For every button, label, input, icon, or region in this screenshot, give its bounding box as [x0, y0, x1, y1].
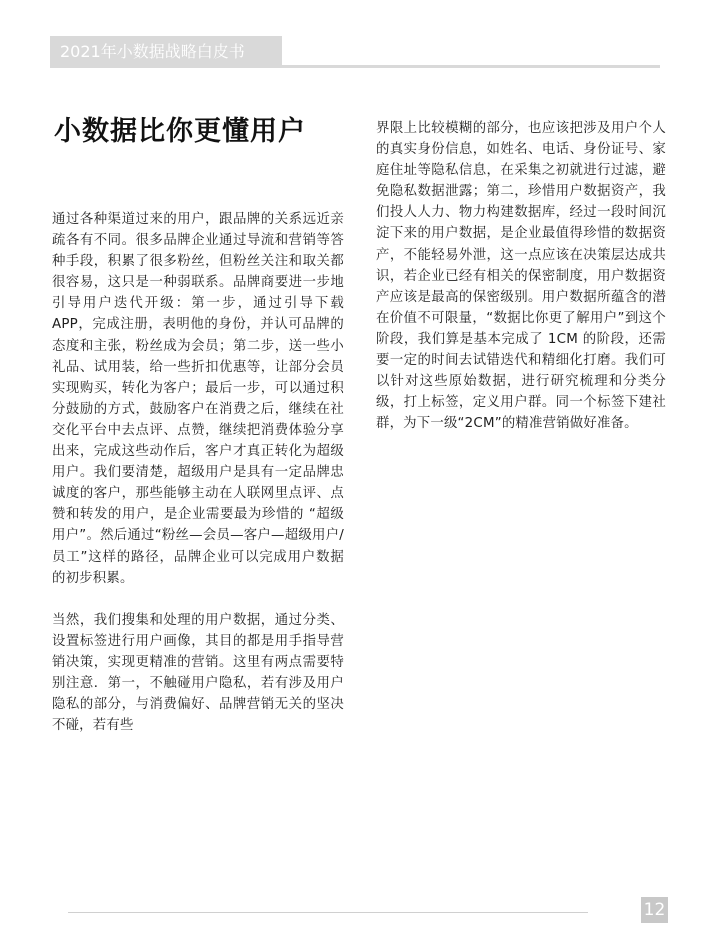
- running-title: 2021年小数据战略白皮书: [50, 36, 282, 68]
- body-paragraph: 界限上比较模糊的部分，也应该把涉及用户个人的真实身份信息，如姓名、电话、身份证号、家庭住址等隐私信息，在采集之初就进行过滤，避免隐私数据泄露；第二，珍惜用户数据资产，我们投人人力、物力构建数据库，经过一段时间沉淀下来的用户数据，是企业最值得珍惜的数据资产，不能轻易外泄，这一点应该在决策层达成共识，若企业已经有相关的保密制度，用户数据资产应该是最高的保密级别。用户数据所蕴含的潜在价值不可限量，“数据比你更了解用户”到这个阶段，我们算是基本完成了 1CM 的阶段，还需要一定的时间去试错迭代和精细化打磨。我们可以针对这些原始数据，进行研究梳理和分类分级，打上标签，定义用户群。同一个标签下建社群，为下一级“2CM”的精准营销做好准备。: [376, 121, 666, 432]
- left-column: [52, 209, 344, 736]
- header-rule: [282, 36, 660, 68]
- page-number: 12: [641, 897, 668, 923]
- body-paragraph: 当然，我们搜集和处理的用户数据，通过分类、设置标签进行用户画像，其目的都是用手指导营销决策，实现更精准的营销。这里有两点需要特别注意．第一，不触碰用户隐私，若有涉及用户隐私的部分，与消费偏好、品牌营销无关的坚决不碰，若有些: [52, 612, 344, 734]
- right-column: [376, 118, 666, 434]
- body-paragraph: 通过各种渠道过来的用户，跟品牌的关系远近亲疏各有不同。很多品牌企业通过导流和营销等答种手段，积累了很多粉丝，但粉丝关注和取关都很容易，这只是一种弱联系。品牌商要进一步地引导用户迭代开级：第一步，通过引导下载APP，完成注册，表明他的身份，并认可品牌的态度和主张，粉丝成为会员；第二步，送一些小礼品、试用装，给一些折扣优惠等，让部分会员实现购买，转化为客户；最后一步，可以通过积分鼓励的方式，鼓励客户在消费之后，继续在社交化平台中去点评、点赞，继续把消费体验分享出来，完成这些动作后，客户才真正转化为超级用户。我们要清楚，超级用户是具有一定品牌忠诚度的客户，那些能够主动在人联网里点评、点赞和转发的用户，是企业需要最为珍惜的 “超级用户”。然后通过“粉丝—会员—客户—超级用户/员工”这样的路径，品牌企业可以完成用户数据的初步积累。: [52, 212, 344, 586]
- page-title: 小数据比你更懂用户: [54, 116, 306, 147]
- running-header: [50, 36, 660, 68]
- footer-rule: [68, 912, 588, 913]
